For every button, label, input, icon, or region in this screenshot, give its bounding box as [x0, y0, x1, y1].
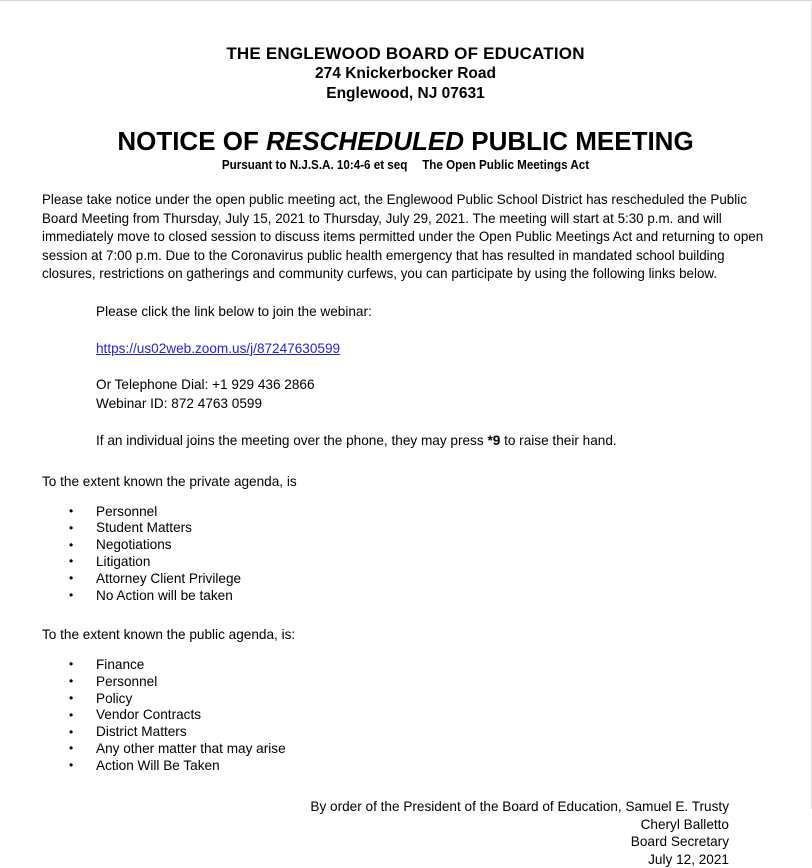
main-paragraph: Please take notice under the open public meeting act, the Englewood Public School District has rescheduled the Public Board Meeting from Thursday, July 15, 2021 to Thursday, July 29, 2021. The meeting will start at 5:30 p.m. and will immediately move to closed session to discuss items permitted under the Open Public Meetings Act and returning to open session at 7:00 p.m. Due to the Coronavirus public health emergency that has resulted in mandated school building closures, restrictions on gatherings and community curfews, you can participate by using the following links below.: [42, 192, 764, 282]
webinar-block: [96, 303, 775, 451]
private-agenda-section: [42, 473, 775, 604]
webinar-link[interactable]: https://us02web.zoom.us/j/87247630599: [96, 340, 341, 356]
list-item: • Policy: [42, 691, 775, 708]
telephone-dial: Or Telephone Dial: +1 929 436 2866: [96, 377, 315, 393]
list-item: • Action Will Be Taken: [42, 758, 775, 775]
secretary-name: Cheryl Balletto: [640, 816, 729, 832]
list-item: • No Action will be taken: [42, 588, 775, 605]
raise-hand-instruction: [96, 432, 775, 451]
organization-name: THE ENGLEWOOD BOARD OF EDUCATION: [226, 44, 585, 63]
notice-title-suffix: PUBLIC MEETING: [464, 126, 694, 156]
list-item: • Student Matters: [42, 520, 775, 537]
private-agenda-list: [42, 504, 775, 605]
public-agenda-list: [42, 657, 775, 775]
notice-subtitle: [28, 158, 782, 172]
public-agenda-label: To the extent known the public agenda, is:: [42, 627, 296, 643]
document-body: [42, 191, 775, 868]
public-agenda-section: [42, 626, 775, 774]
list-item: • Attorney Client Privilege: [42, 571, 775, 588]
statute-name: The Open Public Meetings Act: [422, 158, 590, 172]
list-item: • Personnel: [42, 504, 775, 521]
webinar-link-row: [96, 340, 775, 359]
signature-date: July 12, 2021: [648, 851, 729, 867]
spacer: [42, 604, 775, 626]
notice-title: [0, 126, 811, 156]
list-item: • Finance: [42, 657, 775, 674]
city-state-zip: Englewood, NJ 07631: [326, 85, 485, 102]
street-address: 274 Knickerbocker Road: [315, 65, 496, 82]
list-item: • Any other matter that may arise: [42, 741, 775, 758]
notice-title-prefix: NOTICE OF: [117, 126, 267, 156]
statute-citation: Pursuant to N.J.S.A. 10:4-6 et seq: [221, 158, 408, 172]
spacer: [96, 358, 775, 376]
join-instruction: Please click the link below to join the webinar:: [96, 303, 372, 319]
list-item: • Negotiations: [42, 537, 775, 554]
spacer: [96, 413, 775, 432]
list-item: • Vendor Contracts: [42, 707, 775, 724]
list-item: • Litigation: [42, 554, 775, 571]
raise-hand-prefix: If an individual joins the meeting over the phone, they may press: [96, 433, 488, 449]
signature-block: [42, 798, 775, 868]
spacer: [96, 322, 775, 340]
list-item: • Personnel: [42, 674, 775, 691]
by-order-line: By order of the President of the Board of Education, Samuel E. Trusty: [310, 799, 729, 815]
private-agenda-label: To the extent known the private agenda, is: [42, 473, 297, 489]
letterhead: [0, 43, 811, 104]
list-item: • District Matters: [42, 724, 775, 741]
raise-hand-suffix: to raise their hand.: [500, 433, 617, 449]
secretary-title: Board Secretary: [630, 834, 729, 850]
spacer: [42, 451, 775, 473]
webinar-id: Webinar ID: 872 4763 0599: [96, 395, 263, 411]
spacer: [42, 284, 775, 303]
raise-hand-key: *9: [487, 433, 501, 449]
notice-title-emphasis: RESCHEDULED: [266, 126, 465, 156]
